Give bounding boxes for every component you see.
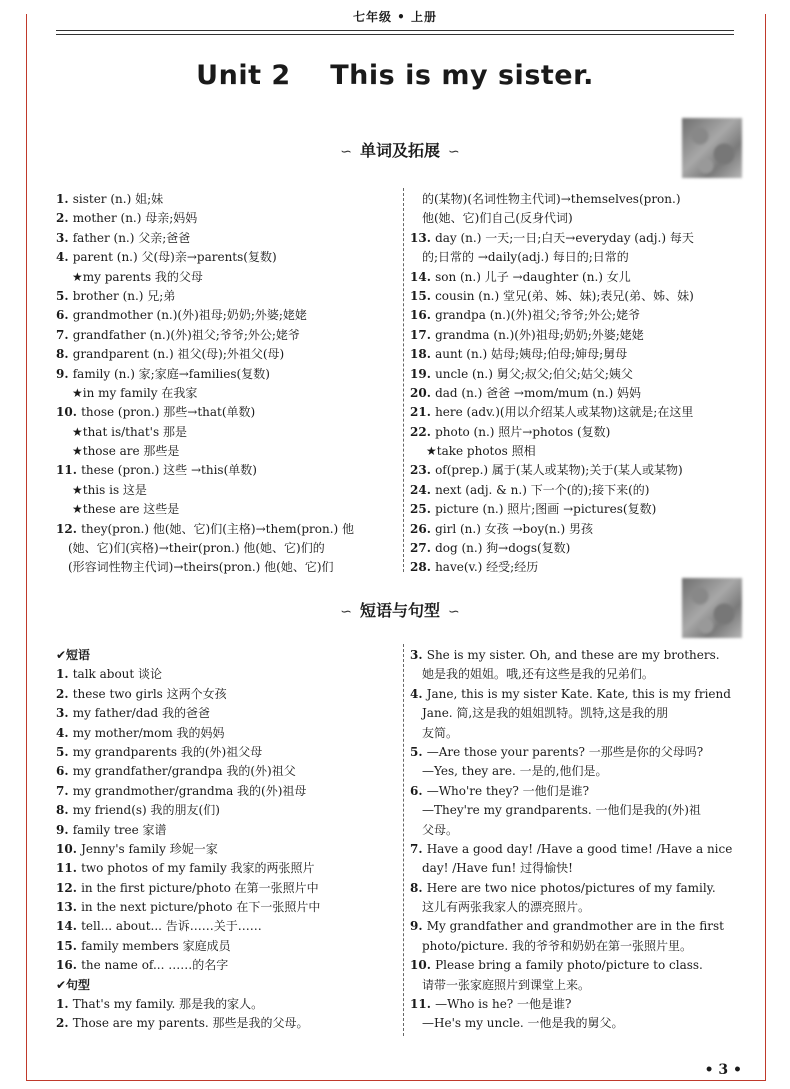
- sentence-item: [410, 898, 745, 917]
- item-text: 他(她、它)们自己(反身代词): [422, 211, 573, 226]
- item-text: they(pron.) 他(她、它)们(主格)→them(pron.) 他: [81, 521, 355, 536]
- phrase-item: [56, 879, 401, 898]
- vocab-item: [56, 268, 401, 287]
- sentence-item: [410, 762, 745, 781]
- swirl-right-icon: ∽: [448, 144, 460, 160]
- item-text: my grandmother/grandma 我的(外)祖母: [72, 783, 307, 798]
- item-number: 6.: [56, 764, 73, 779]
- item-number: 23.: [410, 463, 436, 478]
- header-rule-thin: [56, 34, 734, 35]
- item-text: dad (n.) 爸爸 →mom/mum (n.) 妈妈: [435, 385, 642, 400]
- phrases-column-left: [56, 646, 401, 1034]
- item-number: 11.: [56, 463, 82, 478]
- item-number: 16.: [410, 308, 436, 323]
- item-text: ★that is/that's 那是: [72, 424, 187, 439]
- item-text: ★this is 这是: [72, 482, 147, 497]
- column-divider: [403, 188, 404, 572]
- item-number: 19.: [410, 366, 436, 381]
- sentence-item: [410, 879, 745, 898]
- item-number: 8.: [410, 880, 427, 895]
- vocab-item: [56, 558, 401, 577]
- phrase-item: [56, 801, 401, 820]
- vocab-item: [410, 461, 745, 480]
- item-text: grandma (n.)(外)祖母;奶奶;外婆;姥姥: [435, 327, 644, 342]
- vocab-item: [56, 248, 401, 267]
- item-text: in the first picture/photo 在第一张照片中: [81, 880, 319, 895]
- vocab-item: [410, 248, 745, 267]
- item-number: 11.: [56, 861, 82, 876]
- vocab-item: [56, 345, 401, 364]
- item-text: tell... about... 告诉……关于……: [81, 919, 262, 934]
- item-number: 16.: [56, 958, 82, 973]
- vocab-item: [56, 539, 401, 558]
- phrase-item: [56, 898, 401, 917]
- item-number: 14.: [56, 919, 82, 934]
- item-number: 4.: [56, 250, 73, 265]
- item-text: ★in my family 在我家: [72, 385, 198, 400]
- sentence-item: [410, 937, 745, 956]
- page-number: • 3 •: [704, 1062, 742, 1078]
- phrase-item: [56, 821, 401, 840]
- item-number: 10.: [56, 405, 82, 420]
- phrase-item: [56, 782, 401, 801]
- vocab-item: [56, 326, 401, 345]
- item-text: ★take photos 照相: [426, 444, 536, 459]
- item-text: grandfather (n.)(外)祖父;爷爷;外公;姥爷: [72, 327, 300, 342]
- item-number: 6.: [56, 308, 73, 323]
- item-number: 3.: [410, 648, 427, 662]
- item-text: 的;日常的 →daily(adj.) 每日的;日常的: [422, 250, 629, 265]
- sentence-item: [410, 976, 745, 995]
- item-text: day! /Have fun! 过得愉快!: [422, 861, 573, 876]
- item-text: grandpa (n.)(外)祖父;爷爷;外公;姥爷: [435, 308, 641, 323]
- item-text: mother (n.) 母亲;妈妈: [72, 211, 198, 226]
- phrase-item: [56, 762, 401, 781]
- vocab-item: [410, 287, 745, 306]
- item-number: 2.: [56, 1016, 73, 1031]
- sentence-item: [410, 821, 745, 840]
- item-number: 5.: [410, 744, 427, 759]
- vocab-item: [410, 520, 745, 539]
- item-text: girl (n.) 女孩 →boy(n.) 男孩: [435, 521, 593, 536]
- sentence-item: [410, 685, 745, 704]
- sentence-item: [410, 859, 745, 878]
- vocab-item: [56, 190, 401, 209]
- page-title: Unit 2 This is my sister.: [196, 60, 594, 91]
- item-number: 3.: [56, 706, 73, 721]
- vocab-item: [410, 365, 745, 384]
- phrase-item: [56, 859, 401, 878]
- sentence-item: [410, 956, 745, 975]
- item-number: 8.: [56, 803, 73, 818]
- sentence-item: [410, 1014, 745, 1033]
- item-text: Jane, this is my sister Kate. Kate, this is my friend: [426, 686, 731, 701]
- swirl-left-icon: ∽: [340, 144, 352, 160]
- item-number: 15.: [410, 288, 436, 303]
- item-number: 2.: [56, 686, 73, 701]
- vocab-item: [410, 481, 745, 500]
- item-text: family members 家庭成员: [81, 938, 231, 953]
- vocab-list-left: [56, 190, 401, 578]
- item-number: 1.: [56, 192, 73, 206]
- item-number: 2.: [56, 211, 73, 226]
- item-text: Please bring a family photo/picture to class.: [435, 958, 703, 973]
- vocab-item: [410, 345, 745, 364]
- vocab-item: [410, 229, 745, 248]
- item-text: picture (n.) 照片;图画 →pictures(复数): [435, 502, 657, 517]
- item-number: 10.: [410, 958, 436, 973]
- sentence-item: [410, 724, 745, 743]
- item-text: —He's my uncle. 一他是我的舅父。: [422, 1016, 624, 1031]
- vocab-item: [56, 403, 401, 422]
- item-text: 请带一张家庭照片到课堂上来。: [422, 977, 591, 992]
- swirl-right-icon: ∽: [448, 604, 460, 620]
- item-text: my mother/mom 我的妈妈: [72, 725, 225, 740]
- item-number: 9.: [56, 366, 73, 381]
- phrase-item: [56, 743, 401, 762]
- item-text: the name of... ……的名字: [81, 958, 229, 973]
- item-text: grandmother (n.)(外)祖母;奶奶;外婆;姥姥: [72, 308, 307, 323]
- item-number: 18.: [410, 347, 436, 362]
- item-text: Jane. 简,这是我的姐姐凯特。凯特,这是我的朋: [422, 706, 669, 721]
- item-number: 17.: [410, 327, 436, 342]
- item-number: 12.: [56, 521, 82, 536]
- item-text: —They're my grandparents. 一他们是我的(外)祖: [422, 803, 701, 818]
- item-text: next (adj. & n.) 下一个(的);接下来(的): [435, 482, 650, 497]
- vocab-item: [56, 500, 401, 519]
- item-text: my grandparents 我的(外)祖父母: [72, 744, 263, 759]
- item-number: 22.: [410, 424, 436, 439]
- vocab-item: [410, 403, 745, 422]
- sentences-subheading: ✔句型: [56, 977, 91, 992]
- item-text: two photos of my family 我家的两张照片: [81, 861, 315, 876]
- item-text: Here are two nice photos/pictures of my family.: [426, 880, 716, 895]
- item-number: 14.: [410, 269, 436, 284]
- item-text: 友简。: [422, 725, 459, 740]
- vocab-item: [56, 461, 401, 480]
- item-number: 7.: [56, 327, 73, 342]
- item-number: 8.: [56, 347, 73, 362]
- item-number: 5.: [56, 288, 73, 303]
- item-text: ★these are 这些是: [72, 502, 180, 517]
- vocab-item: [410, 268, 745, 287]
- item-text: aunt (n.) 姑母;姨母;伯母;婶母;舅母: [435, 347, 628, 362]
- item-text: photo (n.) 照片→photos (复数): [435, 424, 611, 439]
- sentence-item: [410, 995, 745, 1014]
- item-number: 1.: [56, 667, 73, 682]
- vocab-item: [410, 384, 745, 403]
- item-number: 4.: [56, 725, 73, 740]
- item-text: photo/picture. 我的爷爷和奶奶在第一张照片里。: [422, 938, 692, 953]
- item-text: those (pron.) 那些→that(单数): [81, 405, 256, 420]
- item-text: —Who're they? 一他们是谁?: [426, 783, 590, 798]
- item-number: 27.: [410, 541, 436, 556]
- section-title-text: 单词及拓展: [359, 141, 440, 160]
- item-text: my father/dad 我的爸爸: [72, 706, 211, 721]
- item-text: 的(某物)(名词性物主代词)→themselves(pron.): [422, 192, 681, 206]
- item-number: 11.: [410, 997, 436, 1012]
- item-number: 13.: [56, 900, 82, 915]
- sentence-item: [410, 704, 745, 723]
- item-text: family (n.) 家;家庭→families(复数): [72, 366, 270, 381]
- item-text: —Are those your parents? 一那些是你的父母吗?: [426, 744, 704, 759]
- sentence-item: [410, 801, 745, 820]
- item-number: 13.: [410, 230, 436, 245]
- vocab-list-right: [410, 190, 745, 578]
- item-text: 这儿有两张我家人的漂亮照片。: [422, 900, 591, 915]
- vocab-item: [56, 229, 401, 248]
- sentence-item: [56, 1014, 401, 1033]
- sentence-item: [56, 995, 401, 1014]
- vocab-item: [56, 481, 401, 500]
- item-text: these (pron.) 这些 →this(单数): [81, 463, 257, 478]
- section-heading-vocab: [300, 138, 500, 161]
- item-text: parent (n.) 父(母)亲→parents(复数): [72, 250, 277, 265]
- vocab-item: [56, 209, 401, 228]
- item-text: She is my sister. Oh, and these are my brothers.: [426, 648, 720, 662]
- vocab-item: [56, 442, 401, 461]
- item-text: That's my family. 那是我的家人。: [72, 997, 264, 1012]
- item-number: 12.: [56, 880, 82, 895]
- item-number: 21.: [410, 405, 436, 420]
- item-text: ★those are 那些是: [72, 444, 180, 459]
- item-number: 28.: [410, 560, 436, 575]
- item-number: 25.: [410, 502, 436, 517]
- vocab-item: [410, 423, 745, 442]
- vocab-item: [410, 500, 745, 519]
- item-text: —Yes, they are. 一是的,他们是。: [422, 764, 608, 779]
- phrases-subheading: ✔短语: [56, 648, 91, 662]
- phrase-item: [56, 685, 401, 704]
- item-text: grandparent (n.) 祖父(母);外祖父(母): [72, 347, 285, 362]
- item-text: ★my parents 我的父母: [72, 269, 203, 284]
- sentences-column-right: [410, 646, 745, 1034]
- item-number: 26.: [410, 521, 436, 536]
- section-heading-phrases: [300, 598, 500, 621]
- phrase-item: [56, 704, 401, 723]
- phrase-item: [56, 917, 401, 936]
- item-text: my friend(s) 我的朋友(们): [72, 803, 220, 818]
- item-text: Have a good day! /Have a good time! /Have a nice: [426, 841, 733, 856]
- vocab-item: [410, 326, 745, 345]
- item-number: 7.: [56, 783, 73, 798]
- sentence-item: [410, 840, 745, 859]
- item-text: 她是我的姐姐。哦,还有这些是我的兄弟们。: [422, 667, 654, 682]
- vocab-item: [410, 190, 745, 209]
- item-text: here (adv.)(用以介绍某人或某物)这就是;在这里: [435, 405, 694, 420]
- item-number: 20.: [410, 385, 436, 400]
- item-number: 6.: [410, 783, 427, 798]
- running-header: 七年级 • 上册: [352, 10, 438, 24]
- phrase-item: [56, 937, 401, 956]
- item-text: have(v.) 经受;经历: [435, 560, 539, 575]
- item-text: in the next picture/photo 在下一张照片中: [81, 900, 321, 915]
- item-text: of(prep.) 属于(某人或某物);关于(某人或某物): [435, 463, 683, 478]
- item-text: My grandfather and grandmother are in the first: [426, 919, 724, 934]
- item-number: 4.: [410, 686, 427, 701]
- item-number: 3.: [56, 230, 73, 245]
- item-text: uncle (n.) 舅父;叔父;伯父;姑父;姨父: [435, 366, 633, 381]
- qr-code-icon[interactable]: [682, 578, 742, 638]
- phrase-item: [56, 840, 401, 859]
- vocab-item: [410, 442, 745, 461]
- vocab-item: [410, 209, 745, 228]
- sentence-item: [410, 665, 745, 684]
- vocab-item: [56, 365, 401, 384]
- qr-code-icon[interactable]: [682, 118, 742, 178]
- sentence-item: [410, 917, 745, 936]
- item-number: 7.: [410, 841, 427, 856]
- item-text: father (n.) 父亲;爸爸: [72, 230, 191, 245]
- vocab-item: [56, 423, 401, 442]
- item-number: 24.: [410, 482, 436, 497]
- vocab-item: [56, 384, 401, 403]
- item-text: (她、它)们(宾格)→their(pron.) 他(她、它)们的: [68, 541, 325, 556]
- item-number: 9.: [56, 822, 73, 837]
- item-text: talk about 谈论: [72, 667, 163, 682]
- vocab-item: [410, 558, 745, 577]
- vocab-item: [56, 306, 401, 325]
- item-number: 1.: [56, 997, 73, 1012]
- header-rule: [56, 30, 734, 31]
- item-number: 10.: [56, 841, 82, 856]
- vocab-item: [410, 306, 745, 325]
- item-text: my grandfather/grandpa 我的(外)祖父: [72, 764, 296, 779]
- sentence-item: [410, 743, 745, 762]
- vocab-item: [56, 520, 401, 539]
- item-text: these two girls 这两个女孩: [72, 686, 227, 701]
- sentence-item: [410, 646, 745, 665]
- item-text: sister (n.) 姐;妹: [72, 192, 164, 206]
- item-text: brother (n.) 兄;弟: [72, 288, 176, 303]
- phrase-item: [56, 724, 401, 743]
- item-text: Those are my parents. 那些是我的父母。: [72, 1016, 309, 1031]
- item-text: family tree 家谱: [72, 822, 167, 837]
- item-text: Jenny's family 珍妮一家: [81, 841, 218, 856]
- page-bottom-rule: [26, 1080, 766, 1081]
- item-text: dog (n.) 狗→dogs(复数): [435, 541, 571, 556]
- item-number: 5.: [56, 744, 73, 759]
- vocab-item: [410, 539, 745, 558]
- item-text: day (n.) 一天;一日;白天→everyday (adj.) 每天: [435, 230, 694, 245]
- sentence-item: [410, 782, 745, 801]
- item-text: 父母。: [422, 822, 459, 837]
- phrase-item: [56, 665, 401, 684]
- swirl-left-icon: ∽: [340, 604, 352, 620]
- vocab-item: [56, 287, 401, 306]
- section-title-text: 短语与句型: [359, 601, 440, 620]
- item-text: —Who is he? 一他是谁?: [435, 997, 572, 1012]
- item-text: (形容词性物主代词)→theirs(pron.) 他(她、它)们: [68, 560, 334, 575]
- item-text: cousin (n.) 堂兄(弟、姊、妹);表兄(弟、姊、妹): [435, 288, 694, 303]
- phrase-item: [56, 956, 401, 975]
- item-number: 15.: [56, 938, 82, 953]
- column-divider: [403, 644, 404, 1036]
- item-number: 9.: [410, 919, 427, 934]
- item-text: son (n.) 儿子 →daughter (n.) 女儿: [435, 269, 631, 284]
